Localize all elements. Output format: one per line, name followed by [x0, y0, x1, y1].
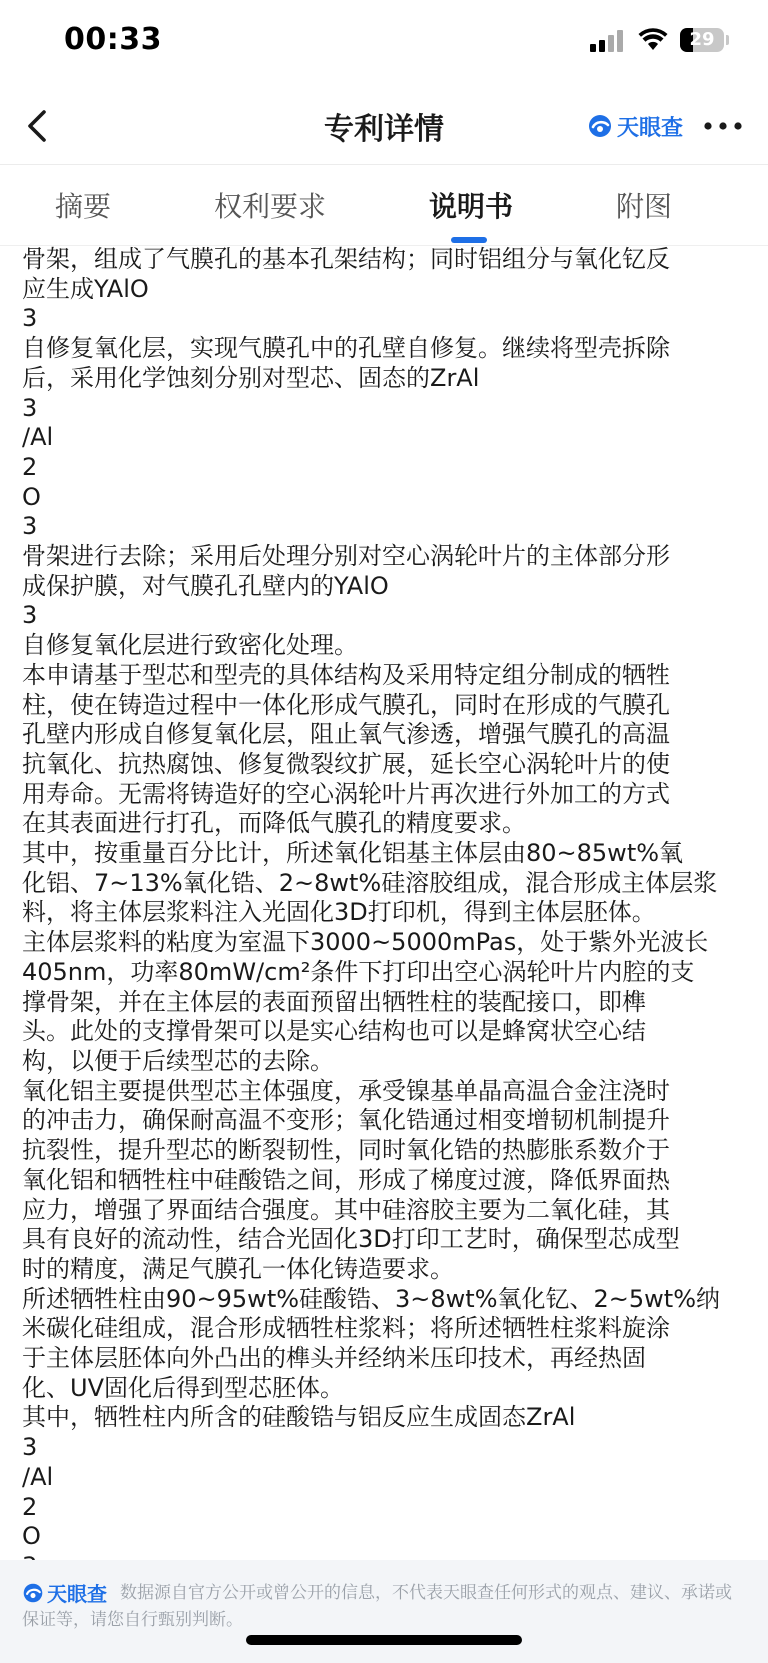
home-indicator[interactable]	[246, 1635, 522, 1645]
content-line: 于主体层胚体向外凸出的榫头并经纳米压印技术，再经热固	[22, 1344, 646, 1373]
content-line: 后，采用化学蚀刻分别对型芯、固态的ZrAl	[22, 363, 480, 392]
content-line: 应力，增强了界面结合强度。其中硅溶胶主要为二氧化硅，其	[22, 1195, 670, 1224]
content-line: 的冲击力，确保耐高温不变形；氧化锆通过相变增韧机制提升	[22, 1106, 670, 1135]
content-line: 3	[22, 304, 38, 333]
content-line: 抗裂性，提升型芯的断裂韧性，同时氧化锆的热膨胀系数介于	[22, 1136, 670, 1165]
description-content[interactable]	[22, 245, 748, 1560]
battery-icon	[680, 28, 724, 52]
status-time: 00:33	[64, 22, 162, 57]
tab-bar	[0, 165, 768, 246]
tianyancha-logo-icon	[587, 113, 613, 139]
content-line: 米碳化硅组成，混合形成牺牲柱浆料；将所述牺牲柱浆料旋涂	[22, 1314, 670, 1343]
content-line: 其中，按重量百分比计，所述氧化铝基主体层由80~85wt%氧	[22, 839, 684, 868]
content-line: 所述牺牲柱由90~95wt%硅酸锆、3~8wt%氧化钇、2~5wt%纳	[22, 1284, 721, 1313]
wifi-icon	[638, 28, 668, 52]
more-dots-icon[interactable]	[700, 108, 746, 144]
brand-logo[interactable]	[587, 108, 683, 144]
tab-description[interactable]: 说明书	[429, 190, 514, 223]
status-bar	[0, 0, 768, 88]
content-line: 具有良好的流动性，结合光固化3D打印工艺时，确保型芯成型	[22, 1225, 680, 1254]
content-line: 构，以便于后续型芯的去除。	[22, 1046, 334, 1075]
nav-bar	[0, 88, 768, 165]
content-line: 3	[22, 1433, 38, 1462]
signal-icon	[590, 30, 628, 52]
content-line: 氧化铝主要提供型芯主体强度，承受镍基单晶高温合金注浇时	[22, 1076, 670, 1105]
content-line: 2	[22, 452, 38, 481]
battery-level: 29	[689, 29, 715, 50]
content-line: 头。此处的支撑骨架可以是实心结构也可以是蜂窝状空心结	[22, 1017, 646, 1046]
content-line: 撑骨架，并在主体层的表面预留出牺牲柱的装配接口，即榫	[22, 987, 646, 1016]
content-line: 料，将主体层浆料注入光固化3D打印机，得到主体层胚体。	[22, 898, 656, 927]
content-line: 405nm，功率80mW/cm²条件下打印出空心涡轮叶片内腔的支	[22, 957, 695, 986]
content-line: 成保护膜，对气膜孔孔壁内的YAlO	[22, 571, 389, 600]
content-line: /Al	[22, 1462, 54, 1491]
footer-brand-text: 天眼查	[47, 1582, 107, 1606]
content-line: 化、UV固化后得到型芯胚体。	[22, 1373, 344, 1402]
content-line: O	[22, 1522, 41, 1551]
content-line: O	[22, 482, 41, 511]
content-line: 应生成YAlO	[22, 274, 149, 303]
content-line: 骨架进行去除；采用后处理分别对空心涡轮叶片的主体部分形	[22, 542, 670, 571]
tab-drawings[interactable]: 附图	[616, 190, 673, 223]
active-tab-indicator	[451, 237, 487, 243]
content-line: 主体层浆料的粘度为室温下3000~5000mPas，处于紫外光波长	[22, 928, 709, 957]
content-line: 时的精度，满足气膜孔一体化铸造要求。	[22, 1254, 454, 1283]
tab-abstract[interactable]: 摘要	[55, 190, 112, 223]
content-line: 其中，牺牲柱内所含的硅酸锆与铝反应生成固态ZrAl	[22, 1403, 576, 1432]
content-line: 化铝、7~13%氧化锆、2~8wt%硅溶胶组成，混合形成主体层浆	[22, 868, 718, 897]
content-line: 本申请基于型芯和型壳的具体结构及采用特定组分制成的牺牲	[22, 660, 670, 689]
content-line: 用寿命。无需将铸造好的空心涡轮叶片再次进行外加工的方式	[22, 779, 670, 808]
content-line: 3	[22, 512, 38, 541]
content-line: 氧化铝和牺牲柱中硅酸锆之间，形成了梯度过渡，降低界面热	[22, 1165, 670, 1194]
content-line: 自修复氧化层进行致密化处理。	[22, 631, 358, 660]
tab-claims[interactable]: 权利要求	[214, 190, 327, 223]
disclaimer-text: 数据源自官方公开或曾公开的信息，不代表天眼查任何形式的观点、建议、承诺或保证等，请您自行甄别判断。	[22, 1583, 732, 1630]
content-line: /Al	[22, 423, 54, 452]
content-line: 骨架，组成了气膜孔的基本孔架结构；同时铝组分与氧化钇反	[22, 245, 670, 273]
content-line: 孔壁内形成自修复氧化层，阻止氧气渗透，增强气膜孔的高温	[22, 720, 670, 749]
content-line: 抗氧化、抗热腐蚀、修复微裂纹扩展，延长空心涡轮叶片的使	[22, 749, 670, 778]
content-line: 自修复氧化层，实现气膜孔中的孔壁自修复。继续将型壳拆除	[22, 334, 670, 363]
footer-disclaimer	[0, 1560, 768, 1663]
page-title: 专利详情	[324, 112, 444, 147]
content-line: 3	[22, 601, 38, 630]
content-line: 在其表面进行打孔，而降低气膜孔的精度要求。	[22, 809, 526, 838]
brand-text: 天眼查	[617, 115, 684, 141]
content-line: 3	[22, 393, 38, 422]
battery-cap	[726, 35, 729, 45]
content-line: 柱，使在铸造过程中一体化形成气膜孔，同时在形成的气膜孔	[22, 690, 670, 719]
content-line: 2	[22, 1492, 38, 1521]
